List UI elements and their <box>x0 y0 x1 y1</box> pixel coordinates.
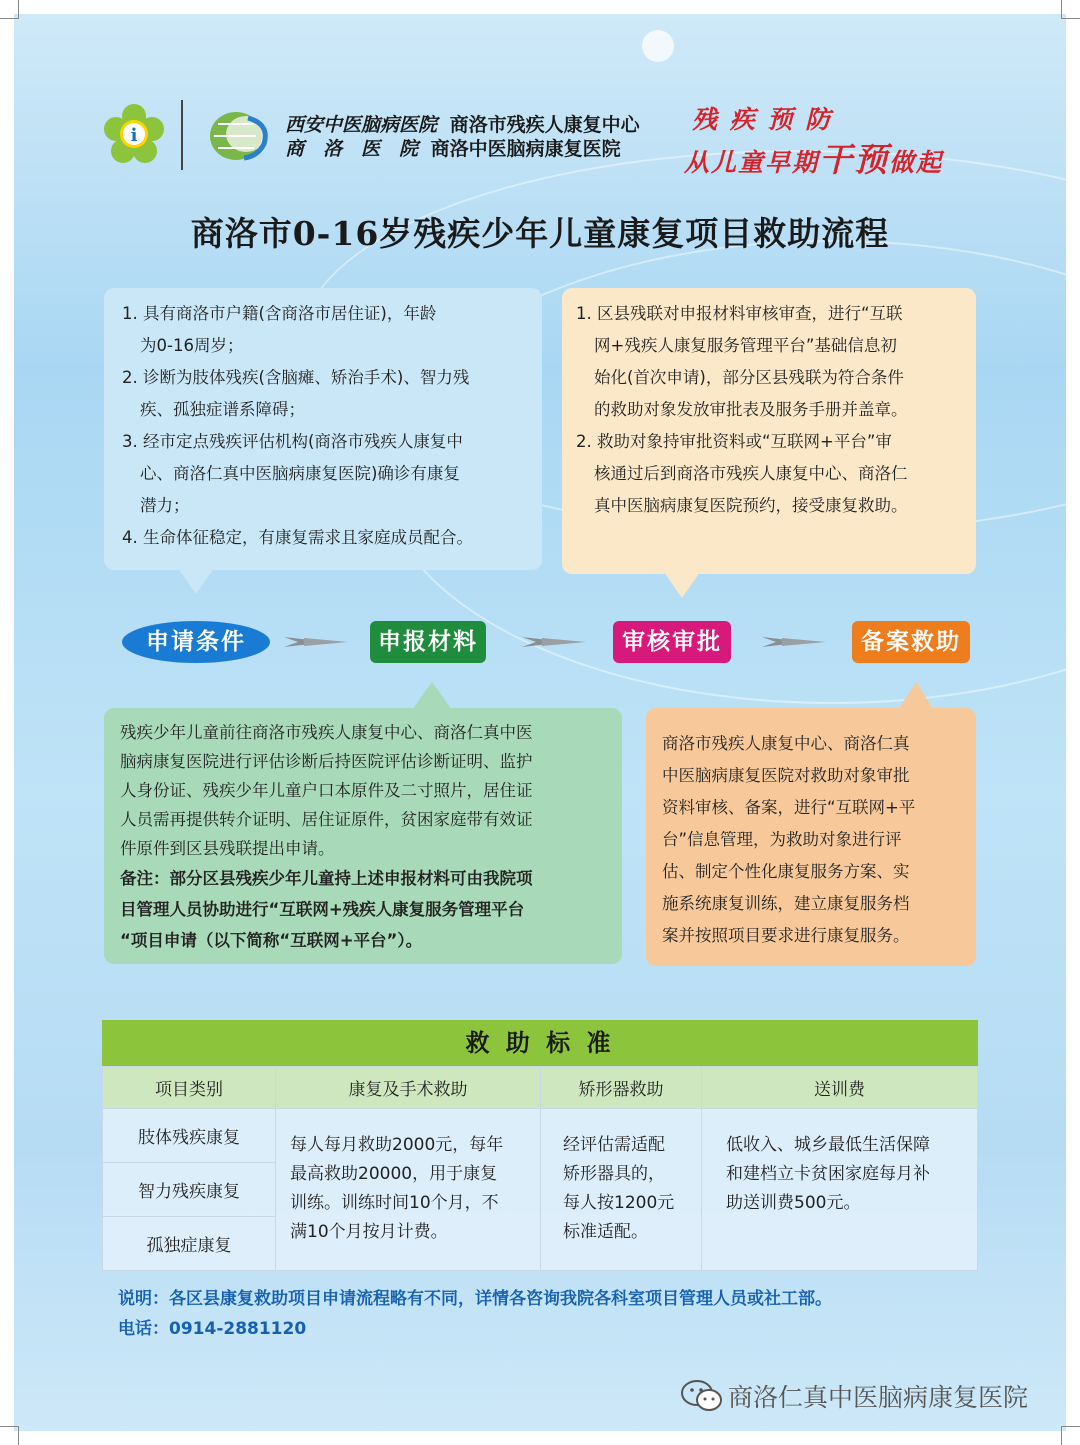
orthosis-cell <box>541 1109 702 1271</box>
review-line: 的救助对象发放审批表及服务手册并盖章。 <box>594 400 908 419</box>
filing-line: 案并按照项目要求进行康复服务。 <box>662 926 910 945</box>
orthosis-line: 每人按1200元 <box>563 1193 675 1213</box>
header-training-fee: 送训费 <box>702 1067 978 1109</box>
condition-line: 潜力； <box>140 496 190 515</box>
materials-pointer <box>412 682 452 710</box>
category-cell: 智力残疾康复 <box>103 1163 276 1217</box>
surgery-line: 最高救助20000，用于康复 <box>290 1164 498 1184</box>
condition-line: 2. 诊断为肢体残疾(含脑瘫、矫治手术)、智力残 <box>122 368 470 387</box>
step-apply: 申请条件 <box>122 621 270 663</box>
filing-pointer <box>898 682 934 710</box>
review-line: 网+残疾人康复服务管理平台”基础信息初 <box>594 336 897 355</box>
header-orthosis: 矫形器救助 <box>541 1067 702 1109</box>
condition-line: 1. 具有商洛市户籍(含商洛市居住证)，年龄 <box>122 304 437 323</box>
orthosis-line: 矫形器具的， <box>563 1164 665 1184</box>
footer-phone: 电话：0914-2881120 <box>118 1319 307 1339</box>
step-materials: 申报材料 <box>370 621 486 663</box>
wechat-icon <box>680 1378 724 1414</box>
table-header-row <box>103 1067 978 1109</box>
materials-line: 人身份证、残疾少年儿童户口本原件及二寸照片，居住证 <box>120 781 533 800</box>
surgery-line: 每人每月救助2000元，每年 <box>290 1135 504 1155</box>
materials-box <box>104 708 622 964</box>
org-name-brain-hospital: 商洛中医脑病康复医院 <box>430 138 621 160</box>
review-list <box>562 288 976 522</box>
filing-text <box>646 708 976 952</box>
review-line: 1. 区县残联对申报材料审核审查，进行“互联 <box>576 304 903 323</box>
materials-text <box>104 708 622 956</box>
disabled-federation-logo <box>104 104 164 164</box>
table-row <box>103 1109 978 1163</box>
org-name-shangluo: 商 洛 医 院 <box>285 138 419 160</box>
slogan-line-1: 残 疾 预 防 <box>692 105 833 134</box>
condition-line: 心、商洛仁真中医脑病康复医院)确诊有康复 <box>140 464 460 483</box>
slogan-part-a: 从儿童早期 <box>684 148 820 177</box>
fee-line: 低收入、城乡最低生活保障 <box>726 1135 930 1155</box>
review-box <box>562 288 976 574</box>
materials-note-line: 目管理人员协助进行“互联网+残疾人康复服务管理平台 <box>120 900 525 919</box>
conditions-list <box>104 288 542 554</box>
filing-line: 施系统康复训练，建立康复服务档 <box>662 894 910 913</box>
step-filing: 备案救助 <box>852 621 970 663</box>
materials-line: 人员需再提供转介证明、居住证原件，贫困家庭带有效证 <box>120 810 533 829</box>
training-fee-cell <box>702 1109 978 1271</box>
orthosis-line: 经评估需适配 <box>563 1135 665 1155</box>
review-line: 核通过后到商洛市残疾人康复中心、商洛仁 <box>594 464 908 483</box>
slogan-part-c: 做起 <box>889 148 944 177</box>
conditions-pointer <box>178 568 214 594</box>
hospital-logo <box>208 110 274 162</box>
header-category: 项目类别 <box>103 1067 276 1109</box>
arrow-icon <box>284 634 348 650</box>
category-cell: 孤独症康复 <box>103 1217 276 1271</box>
step-approval: 审核审批 <box>613 621 731 663</box>
filing-line: 资料审核、备案，进行“互联网+平 <box>662 798 916 817</box>
crop-mark <box>1061 1426 1080 1445</box>
page-title: 商洛市0-16岁残疾少年儿童康复项目救助流程 <box>190 214 890 253</box>
slogan-line-2 <box>684 134 943 181</box>
materials-note-line: 备注：部分区县残疾少年儿童持上述申报材料可由我院项 <box>120 869 533 888</box>
fee-line: 和建档立卡贫困家庭每月补 <box>726 1164 930 1184</box>
org-line-1 <box>285 112 640 138</box>
org-line-2 <box>285 136 621 162</box>
decor-circle <box>642 30 674 62</box>
filing-box <box>646 708 976 966</box>
materials-line: 残疾少年儿童前往商洛市残疾人康复中心、商洛仁真中医 <box>120 723 533 742</box>
fee-line: 助送训费500元。 <box>726 1193 861 1213</box>
materials-note-line: “项目申请（以下简称“互联网+平台”）。 <box>120 931 423 950</box>
condition-line: 疾、孤独症谱系障碍； <box>140 400 305 419</box>
svg-text:i: i <box>130 125 138 146</box>
standards-table <box>102 1066 978 1271</box>
materials-line: 件原件到区县残联提出申请。 <box>120 839 335 858</box>
wechat-account-name: 商洛仁真中医脑病康复医院 <box>728 1383 1029 1412</box>
condition-line: 为0-16周岁； <box>140 336 244 355</box>
arrow-icon <box>762 634 826 650</box>
condition-line: 3. 经市定点残疾评估机构(商洛市残疾人康复中 <box>122 432 463 451</box>
orthosis-line: 标准适配。 <box>563 1222 648 1242</box>
logo-divider <box>181 100 183 170</box>
condition-line: 4. 生命体征稳定，有康复需求且家庭成员配合。 <box>122 528 473 547</box>
surgery-cell <box>276 1109 541 1271</box>
crop-mark <box>1061 0 1080 19</box>
category-cell: 肢体残疾康复 <box>103 1109 276 1163</box>
org-name-rehab-center: 商洛市残疾人康复中心 <box>449 114 640 136</box>
materials-line: 脑病康复医院进行评估诊断后持医院评估诊断证明、监护 <box>120 752 533 771</box>
filing-line: 中医脑病康复医院对救助对象审批 <box>662 766 910 785</box>
surgery-line: 训练。训练时间10个月，不 <box>290 1193 499 1213</box>
org-name-xian: 西安中医脑病医院 <box>285 114 438 136</box>
review-line: 2. 救助对象持审批资料或“互联网+平台”审 <box>576 432 892 451</box>
conditions-box <box>104 288 542 570</box>
header-surgery: 康复及手术救助 <box>276 1067 541 1109</box>
surgery-line: 满10个月按月计费。 <box>290 1222 448 1242</box>
filing-line: 商洛市残疾人康复中心、商洛仁真 <box>662 734 910 753</box>
crop-mark <box>0 0 19 19</box>
arrow-icon <box>522 634 586 650</box>
filing-line: 估、制定个性化康复服务方案、实 <box>662 862 910 881</box>
review-line: 始化(首次申请)，部分区县残联为符合条件 <box>594 368 904 387</box>
footer-note: 说明：各区县康复救助项目申请流程略有不同，详情各咨询我院各科室项目管理人员或社工部。 <box>118 1289 832 1309</box>
review-pointer <box>664 572 700 598</box>
slogan-part-b: 干预 <box>819 140 890 179</box>
filing-line: 台”信息管理，为救助对象进行评 <box>662 830 902 849</box>
crop-mark <box>0 1426 19 1445</box>
standards-title: 救 助 标 准 <box>102 1020 978 1066</box>
review-line: 真中医脑病康复医院预约，接受康复救助。 <box>594 496 908 515</box>
